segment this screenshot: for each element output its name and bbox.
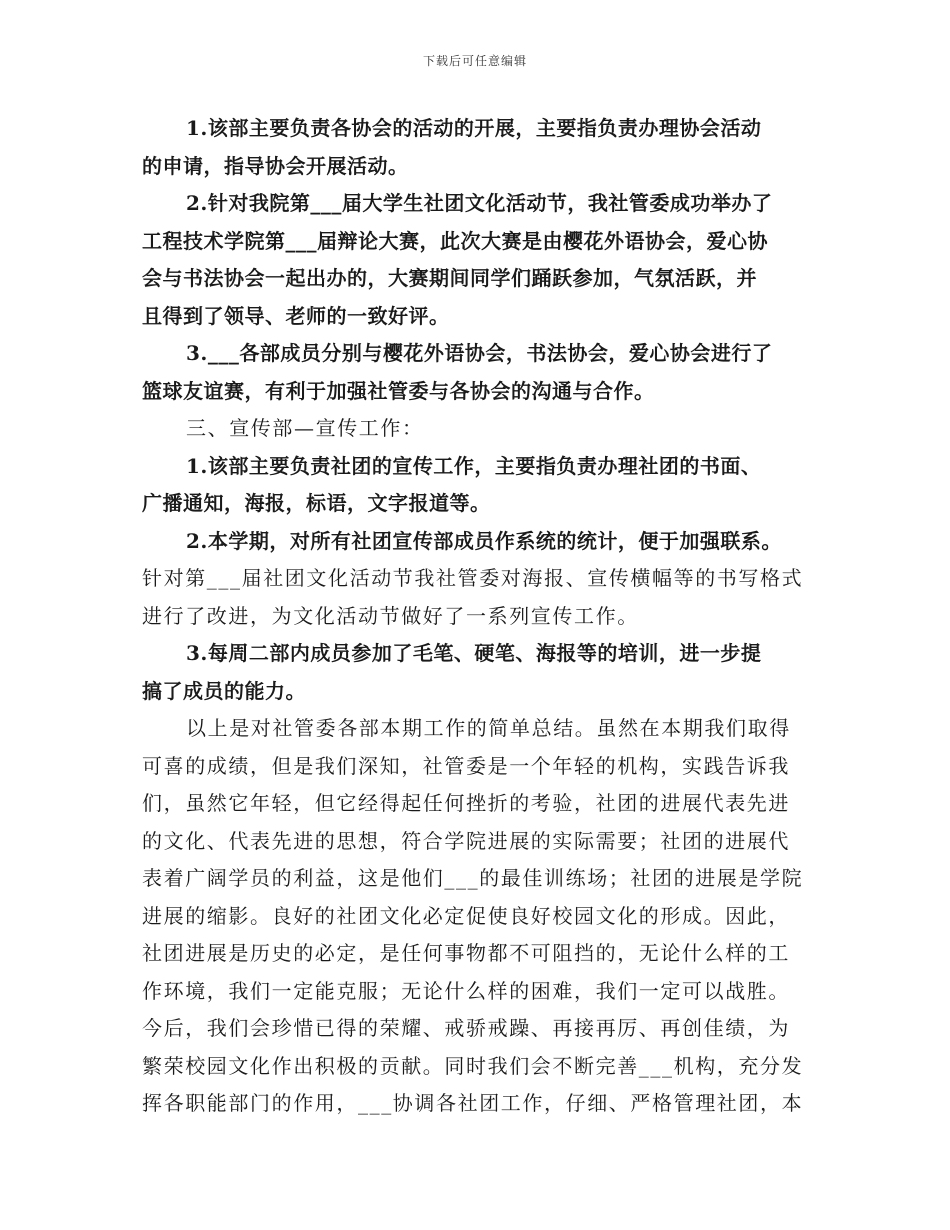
text-line: 搞了成员的能力。: [142, 678, 306, 703]
text-line: 3.___各部成员分别与樱花外语协会，书法协会，爱心协会进行了: [186, 341, 773, 365]
text-line: 2.针对我院第___届大学生社团文化活动节，我社管委成功举办了: [186, 191, 773, 215]
text-line: 广播通知，海报，标语，文字报道等。: [142, 491, 491, 515]
text-line: 篮球友谊赛，有利于加强社管委与各协会的沟通与合作。: [142, 378, 655, 403]
text-line: 作环境，我们一定能克服；无论什么样的困难，我们一定可以战胜。: [142, 978, 790, 1003]
text-line: 会与书法协会一起出办的，大赛期间同学们踊跃参加，气氛活跃，并: [142, 266, 757, 290]
text-line: 三、宣传部—宣传工作：: [186, 416, 424, 440]
text-line: 以上是对社管委各部本期工作的简单总结。虽然在本期我们取得: [186, 716, 791, 740]
text-line: 且得到了领导、老师的一致好评。: [142, 303, 450, 328]
text-line: 3.每周二部内成员参加了毛笔、硬笔、海报等的培训，进一步提: [186, 641, 762, 665]
text-line: 针对第___届社团文化活动节我社管委对海报、宣传横幅等的书写格式: [142, 566, 804, 590]
text-line: 今后，我们会珍惜已得的荣耀、戒骄戒躁、再接再厉、再创佳绩，为: [142, 1016, 790, 1040]
text-line: 挥各职能部门的作用，___协调各社团工作，仔细、严格管理社团，本: [142, 1091, 804, 1115]
text-line: 进展的缩影。良好的社团文化必定促使良好校园文化的形成。因此，: [142, 903, 790, 928]
text-line: 的申请，指导协会开展活动。: [142, 153, 409, 178]
document-body: [142, 110, 814, 1123]
text-line: 1.该部主要负责社团的宣传工作，主要指负责办理社团的书面、: [186, 453, 762, 478]
text-line: 繁荣校园文化作出积极的贡献。同时我们会不断完善___机构，充分发: [142, 1053, 804, 1078]
text-line: 2.本学期，对所有社团宣传部成员作系统的统计，便于加强联系。: [186, 528, 782, 553]
text-line: 工程技术学院第___届辩论大赛，此次大赛是由樱花外语协会，爱心协: [142, 228, 768, 253]
text-line: 表着广阔学员的利益，这是他们___的最佳训练场；社团的进展是学院: [142, 866, 804, 890]
text-line: 进行了改进，为文化活动节做好了一系列宣传工作。: [142, 603, 639, 628]
text-line: 1.该部主要负责各协会的活动的开展，主要指负责办理协会活动: [186, 116, 762, 140]
text-line: 的文化、代表先进的思想，符合学院进展的实际需要；社团的进展代: [142, 828, 790, 853]
text-line: 们，虽然它年轻，但它经得起任何挫折的考验，社团的进展代表先进: [142, 791, 790, 815]
page-header: 下载后可任意编辑: [422, 54, 527, 68]
text-line: 社团进展是历史的必定，是任何事物都不可阻挡的，无论什么样的工: [142, 941, 790, 965]
text-line: 可喜的成绩，但是我们深知，社管委是一个年轻的机构，实践告诉我: [142, 753, 790, 778]
